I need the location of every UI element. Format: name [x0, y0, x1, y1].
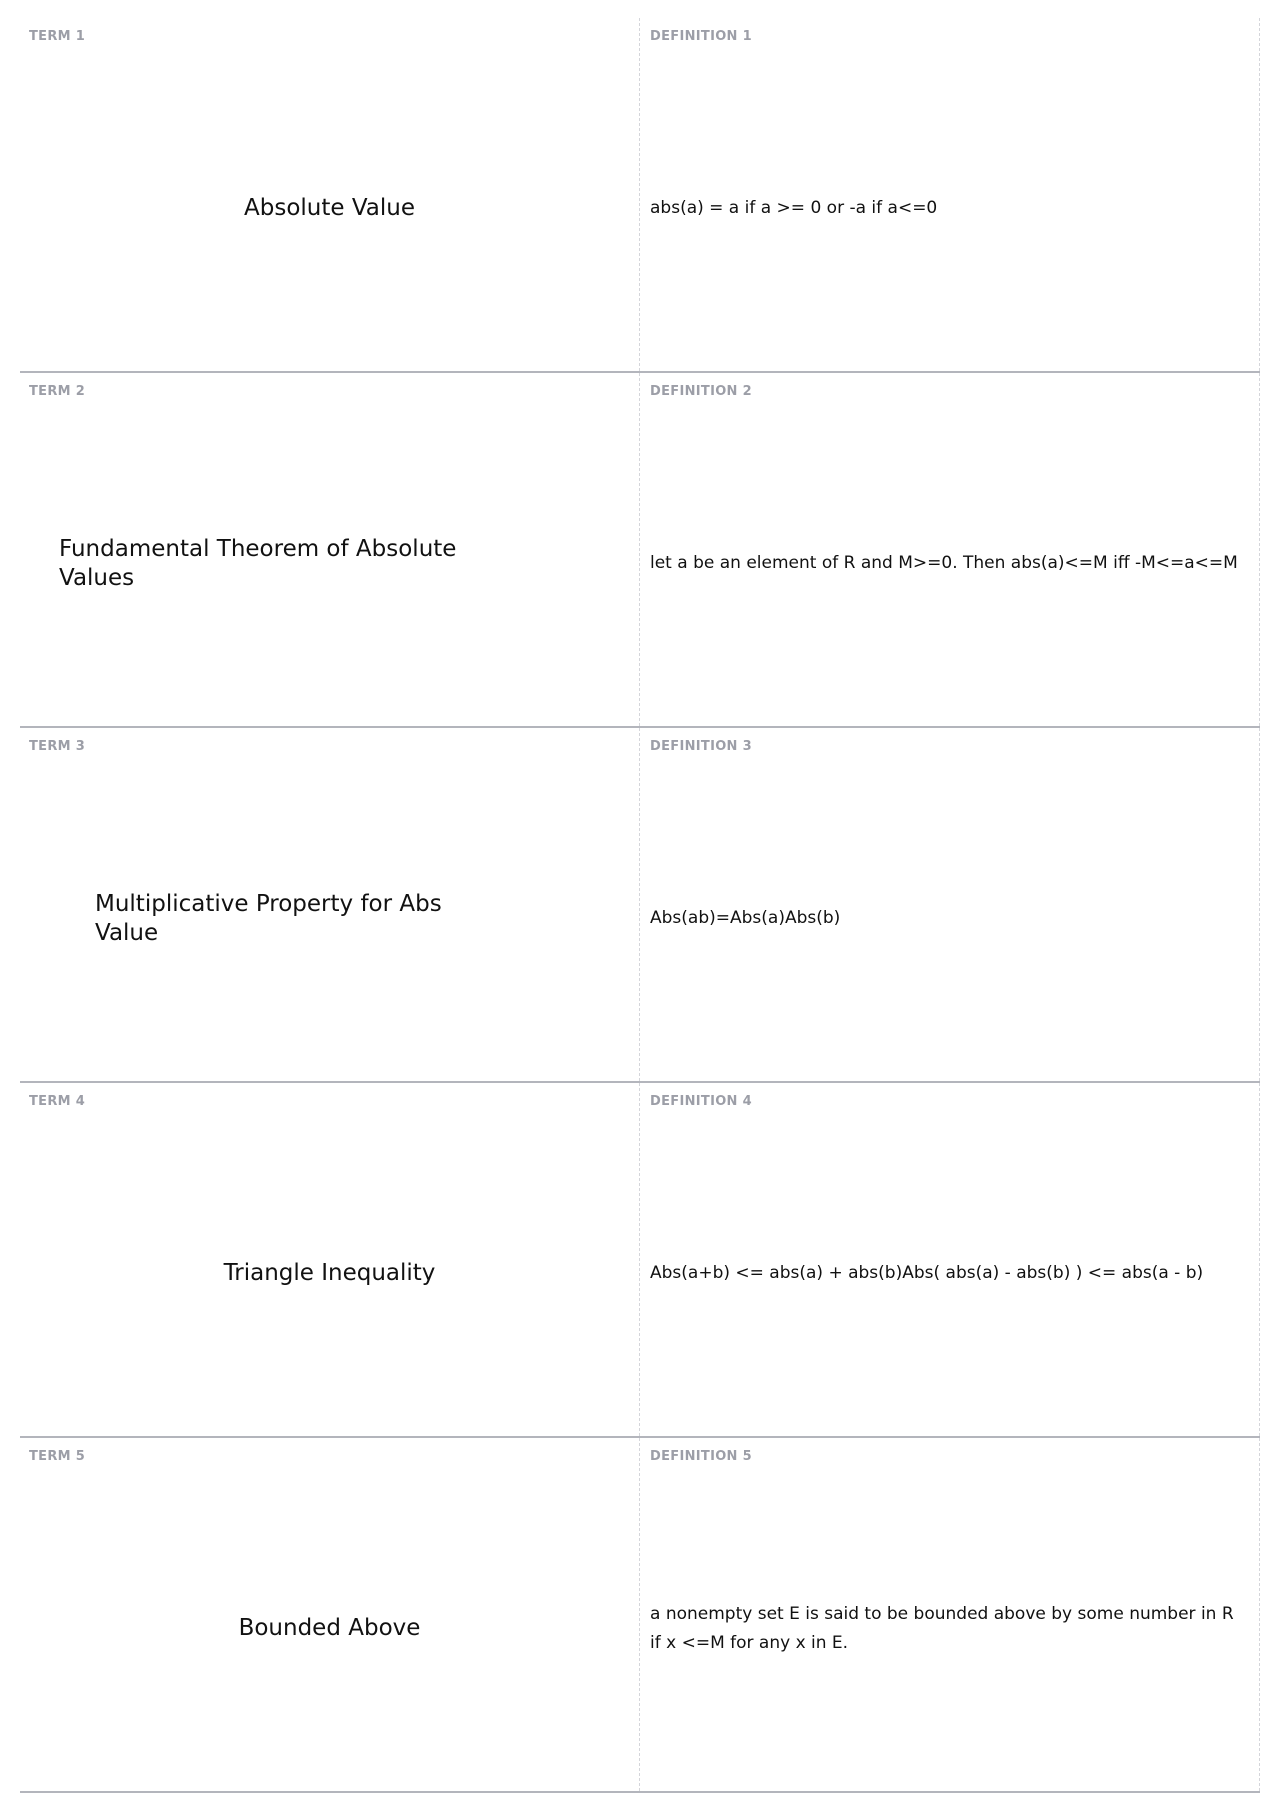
- flashcard-row: [20, 373, 1260, 728]
- definition-label: DEFINITION 4: [650, 1094, 752, 1109]
- definition-text: abs(a) = a if a >= 0 or -a if a<=0: [650, 198, 938, 218]
- term-text: Fundamental Theorem of Absolute Values: [59, 535, 457, 591]
- definition-content: [640, 756, 1259, 1081]
- term-text: Triangle Inequality: [223, 1260, 436, 1286]
- term-text: Absolute Value: [244, 195, 415, 221]
- term-content: [20, 756, 639, 1081]
- definition-label: DEFINITION 1: [650, 29, 752, 44]
- term-label: TERM 4: [29, 1094, 86, 1109]
- flashcard-row: [20, 1083, 1260, 1438]
- definition-text: a nonempty set E is said to be bounded above by some number in R if x <=M for any x in E.: [650, 1603, 1234, 1653]
- definition-label: DEFINITION 3: [650, 739, 752, 754]
- definition-label: DEFINITION 2: [650, 384, 752, 399]
- definition-cell: [640, 728, 1260, 1081]
- definition-content: [640, 46, 1259, 371]
- definition-cell: [640, 1083, 1260, 1436]
- term-cell: [20, 18, 640, 371]
- term-content: [20, 401, 639, 726]
- term-label: TERM 1: [29, 29, 86, 44]
- flashcard-row: [20, 1438, 1260, 1793]
- definition-content: [640, 1466, 1259, 1791]
- term-cell: [20, 728, 640, 1081]
- term-label: TERM 3: [29, 739, 86, 754]
- term-cell: [20, 373, 640, 726]
- term-label: TERM 2: [29, 384, 86, 399]
- term-content: [20, 46, 639, 371]
- term-text: Multiplicative Property for Abs Value: [95, 890, 442, 946]
- term-content: [20, 1111, 639, 1436]
- flashcard-row: [20, 728, 1260, 1083]
- term-cell: [20, 1438, 640, 1791]
- definition-text: Abs(a+b) <= abs(a) + abs(b)Abs( abs(a) - abs(b) ) <= abs(a - b): [650, 1263, 1204, 1283]
- definition-cell: [640, 373, 1260, 726]
- definition-cell: [640, 18, 1260, 371]
- term-content: [20, 1466, 639, 1791]
- term-text: Bounded Above: [238, 1615, 421, 1641]
- definition-cell: [640, 1438, 1260, 1791]
- definition-text: Abs(ab)=Abs(a)Abs(b): [650, 908, 841, 928]
- flashcard-sheet: [20, 18, 1260, 1793]
- term-cell: [20, 1083, 640, 1436]
- definition-text: let a be an element of R and M>=0. Then abs(a)<=M iff -M<=a<=M: [650, 553, 1238, 573]
- term-label: TERM 5: [29, 1449, 86, 1464]
- flashcard-row: [20, 18, 1260, 373]
- definition-content: [640, 401, 1259, 726]
- definition-content: [640, 1111, 1259, 1436]
- definition-label: DEFINITION 5: [650, 1449, 752, 1464]
